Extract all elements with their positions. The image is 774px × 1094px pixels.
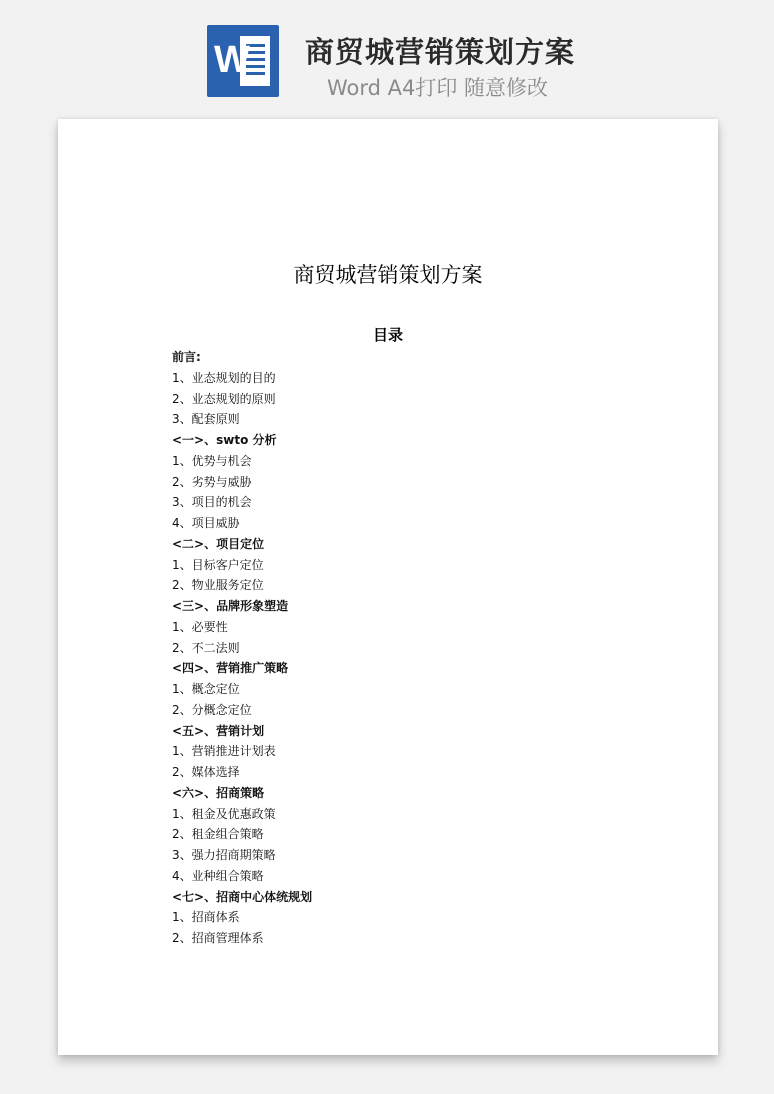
toc-section-heading: <一>、swto 分析 [172, 433, 277, 447]
toc-entry: 1、租金及优惠政策 [172, 806, 276, 821]
toc-entry: 2、招商管理体系 [172, 931, 264, 945]
toc-entry: 1、业态规划的目的 [172, 370, 276, 385]
toc-entry: 4、项目威胁 [172, 516, 240, 530]
word-icon [207, 25, 279, 97]
toc-section-heading: <六>、招商策略 [172, 785, 265, 800]
toc-entry: 2、不二法则 [172, 640, 240, 655]
toc-entry: 2、分概念定位 [172, 702, 252, 717]
toc-entry: 1、必要性 [172, 619, 228, 634]
banner-title: 商贸城营销策划方案 [305, 35, 576, 69]
toc-section-heading: <三>、品牌形象塑造 [172, 599, 289, 613]
toc-entry: 3、项目的机会 [172, 495, 252, 510]
toc-entry: 1、招商体系 [172, 910, 240, 925]
toc-entry: 1、营销推进计划表 [172, 744, 276, 759]
toc-entry: 2、劣势与威胁 [172, 474, 252, 489]
document-title: 商贸城营销策划方案 [293, 263, 483, 287]
toc-section-heading: <七>、招商中心体统规划 [172, 889, 313, 904]
document-page [58, 119, 718, 1055]
watermark [91, 479, 116, 504]
toc-section-heading: 前言: [172, 350, 201, 364]
toc-section-heading: <四>、营销推广策略 [172, 661, 289, 676]
toc-entry: 4、业种组合策略 [172, 868, 264, 883]
toc-entry: 2、租金组合策略 [172, 827, 264, 842]
banner-subtitle: Word A4打印 随意修改 [327, 76, 549, 100]
table-of-contents [172, 347, 312, 949]
banner [0, 0, 774, 112]
toc-section-heading: <五>、营销计划 [172, 723, 265, 738]
toc-section-heading: <二>、项目定位 [172, 536, 265, 551]
toc-entry: 1、优势与机会 [172, 453, 252, 468]
toc-entry: 2、媒体选择 [172, 765, 240, 779]
toc-entry: 3、配套原则 [172, 412, 240, 427]
toc-entry: 2、物业服务定位 [172, 578, 264, 593]
toc-entry: 1、目标客户定位 [172, 557, 264, 572]
toc-entry: 2、业态规划的原则 [172, 391, 276, 406]
toc-entry: 1、概念定位 [172, 682, 240, 696]
toc-heading: 目录 [372, 326, 403, 344]
toc-entry: 3、强力招商期策略 [172, 848, 276, 862]
word-icon-letter: W [214, 39, 250, 81]
